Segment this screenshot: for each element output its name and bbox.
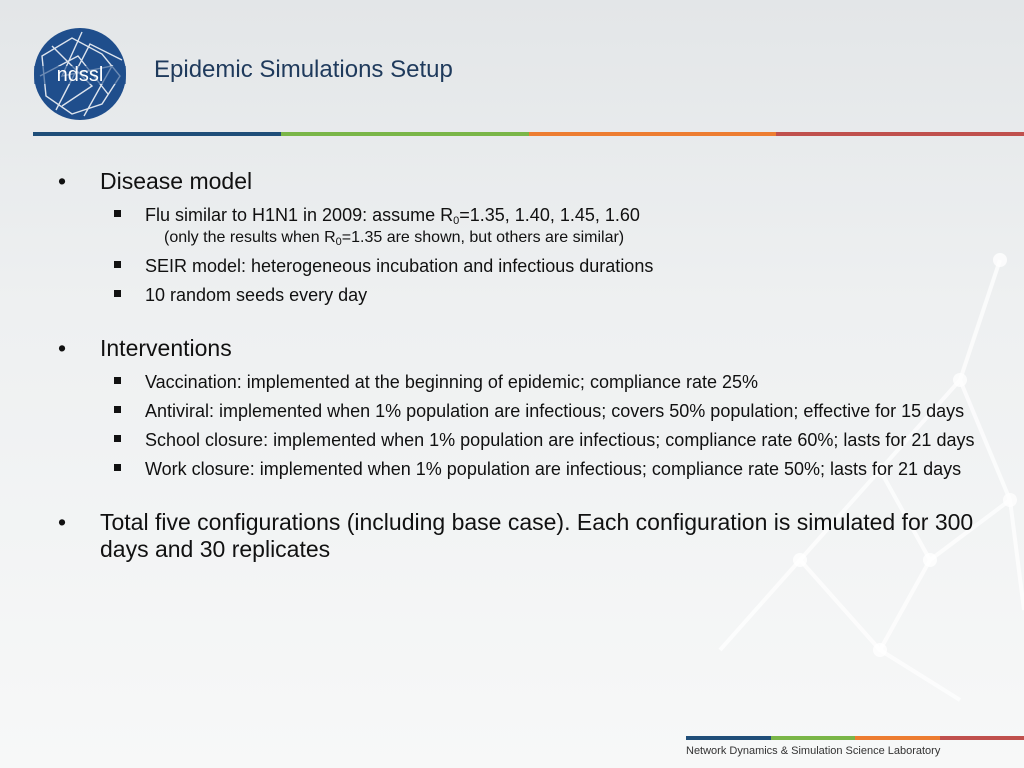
- intervention-vaccination: Vaccination: implemented at the beginning of epidemic; compliance rate 25%: [58, 370, 978, 394]
- flu-note: (only the results when $R_0=1.35$ are shown, but others are similar): [164, 229, 625, 248]
- ndssl-logo: [32, 26, 128, 122]
- interventions-label: Interventions: [100, 335, 232, 361]
- footer-color-bar: [686, 736, 1024, 740]
- logo-text: ndssl: [56, 64, 104, 86]
- bullet-disease-model: • Disease model: [58, 168, 253, 194]
- intervention-work-closure: Work closure: implemented when 1% population are infectious; compliance rate 50%; lasts for 21 days: [58, 457, 978, 481]
- footer-lab-name: Network Dynamics & Simulation Science Laboratory: [686, 745, 941, 757]
- intervention-school-closure: School closure: implemented when 1% population are infectious; compliance rate 60%; lasts for 21 days: [58, 428, 978, 452]
- bullet-seeds: 10 random seeds every day: [58, 283, 978, 307]
- header-color-bar: [33, 132, 1024, 136]
- slide-title: Epidemic Simulations Setup: [154, 56, 453, 83]
- intervention-antiviral: Antiviral: implemented when 1% population are infectious; covers 50% population; effective for 15 days: [58, 399, 978, 423]
- bullet-flu: Flu similar to H1N1 in 2009: assume $R_0=1.35$, 1.40, 1.45, 1.60: [58, 203, 978, 227]
- slide-content: [58, 168, 978, 563]
- bullet-seir: SEIR model: heterogeneous incubation and infectious durations: [58, 254, 978, 278]
- disease-model-label: Disease model: [100, 168, 253, 194]
- bullet-total-configurations: • Total five configurations (including base case). Each configuration is simulated for 300 days and 30 replicates: [58, 509, 974, 562]
- bullet-interventions: • Interventions: [58, 335, 232, 361]
